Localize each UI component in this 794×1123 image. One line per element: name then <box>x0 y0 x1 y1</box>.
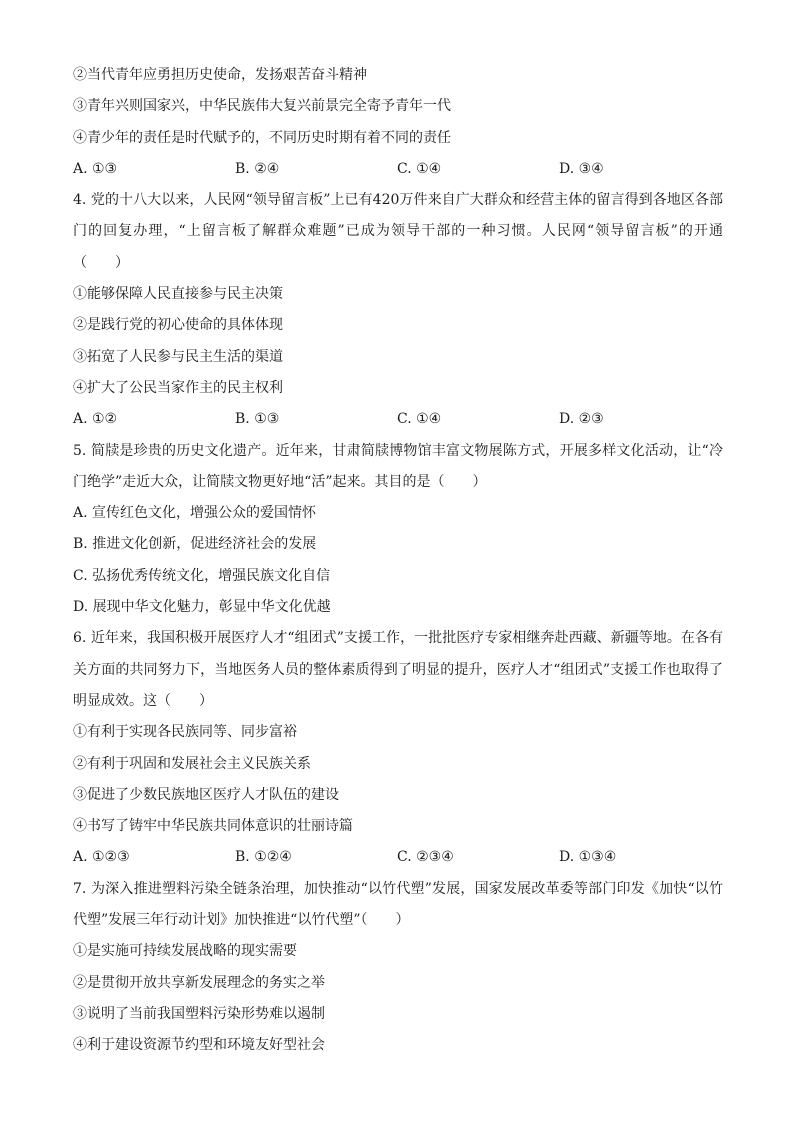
statement-4: ④扩大了公民当家作主的民主权利 <box>73 379 283 396</box>
option-d[interactable]: D. 展现中华文化魅力，彰显中华文化优越 <box>73 599 331 616</box>
option-b[interactable]: B. ②④ <box>235 160 280 177</box>
question-stem: 4. 党的十八大以来，人民网“领导留言板”上已有420万件来自广大群众和经营主体的留言得到各地区各部门的回复办理，“上留言板了解群众难题”已成为领导干部的一种习惯。人民网“领导留言板”的开通（ ） <box>73 192 723 271</box>
option-d[interactable]: D. ①③④ <box>559 849 617 866</box>
answer-options <box>73 404 723 435</box>
statement-3: ③拓宽了人民参与民主生活的渠道 <box>73 348 283 365</box>
option-a[interactable]: A. 宣传红色文化，增强公众的爱国情怀 <box>73 505 317 522</box>
statement-2: ②当代青年应勇担历史使命，发扬艰苦奋斗精神 <box>73 67 367 83</box>
statement-3: ③说明了当前我国塑料污染形势难以遏制 <box>73 1005 325 1022</box>
statement-1: ①是实施可持续发展战略的现实需要 <box>73 943 297 960</box>
answer-options <box>73 154 723 185</box>
statement-4: ④利于建设资源节约型和环境友好型社会 <box>73 1037 325 1054</box>
option-d[interactable]: D. ②③ <box>559 411 604 428</box>
statement-3: ③促进了少数民族地区医疗人才队伍的建设 <box>73 786 339 803</box>
option-b[interactable]: B. ①②④ <box>235 849 292 866</box>
statement-4: ④青少年的责任是时代赋予的，不同历史时期有着不同的责任 <box>73 129 451 146</box>
question-7 <box>73 874 723 1062</box>
option-a[interactable]: A. ①③ <box>73 160 118 177</box>
question-3 <box>73 60 723 185</box>
statement-3: ③青年兴则国家兴，中华民族伟大复兴前景完全寄予青年一代 <box>73 98 451 115</box>
statement-2: ②有利于巩固和发展社会主义民族关系 <box>73 755 311 772</box>
option-c[interactable]: C. ①④ <box>397 160 442 177</box>
question-5 <box>73 436 723 624</box>
question-4 <box>73 185 723 435</box>
statement-2: ②是贯彻开放共享新发展理念的务实之举 <box>73 974 325 991</box>
question-6 <box>73 623 723 873</box>
question-stem: 5. 简牍是珍贵的历史文化遗产。近年来，甘肃简牍博物馆丰富文物展陈方式，开展多样文化活动，让“冷门绝学”走近大众，让简牍文物更好地“活”起来。其目的是（ ） <box>73 442 723 490</box>
statement-2: ②是践行党的初心使命的具体体现 <box>73 317 283 334</box>
exam-page <box>73 60 723 1062</box>
option-c[interactable]: C. ①④ <box>397 411 442 428</box>
option-a[interactable]: A. ①②③ <box>73 849 130 866</box>
question-stem: 7. 为深入推进塑料污染全链条治理，加快推动“以竹代塑”发展，国家发展改革委等部门印发《加快“以竹代塑”发展三年行动计划》加快推进“以竹代塑”（ ） <box>73 880 723 929</box>
statement-1: ①有利于实现各民族同等、同步富裕 <box>73 724 297 741</box>
option-a[interactable]: A. ①② <box>73 411 118 428</box>
answer-options <box>73 842 723 873</box>
statement-4: ④书写了铸牢中华民族共同体意识的壮丽诗篇 <box>73 818 353 835</box>
statement-1: ①能够保障人民直接参与民主决策 <box>73 286 283 303</box>
option-b[interactable]: B. ①③ <box>235 411 280 428</box>
question-stem: 6. 近年来，我国积极开展医疗人才“组团式”支援工作，一批批医疗专家相继奔赴西藏、新疆等地。在各有关方面的共同努力下，当地医务人员的整体素质得到了明显的提升，医疗人才“组团式”支援工作也取得了明显成效。这（ ） <box>73 630 723 709</box>
option-c[interactable]: C. 弘扬优秀传统文化，增强民族文化自信 <box>73 567 331 584</box>
option-c[interactable]: C. ②③④ <box>397 849 454 866</box>
option-d[interactable]: D. ③④ <box>559 160 604 177</box>
option-b[interactable]: B. 推进文化创新，促进经济社会的发展 <box>73 536 317 553</box>
